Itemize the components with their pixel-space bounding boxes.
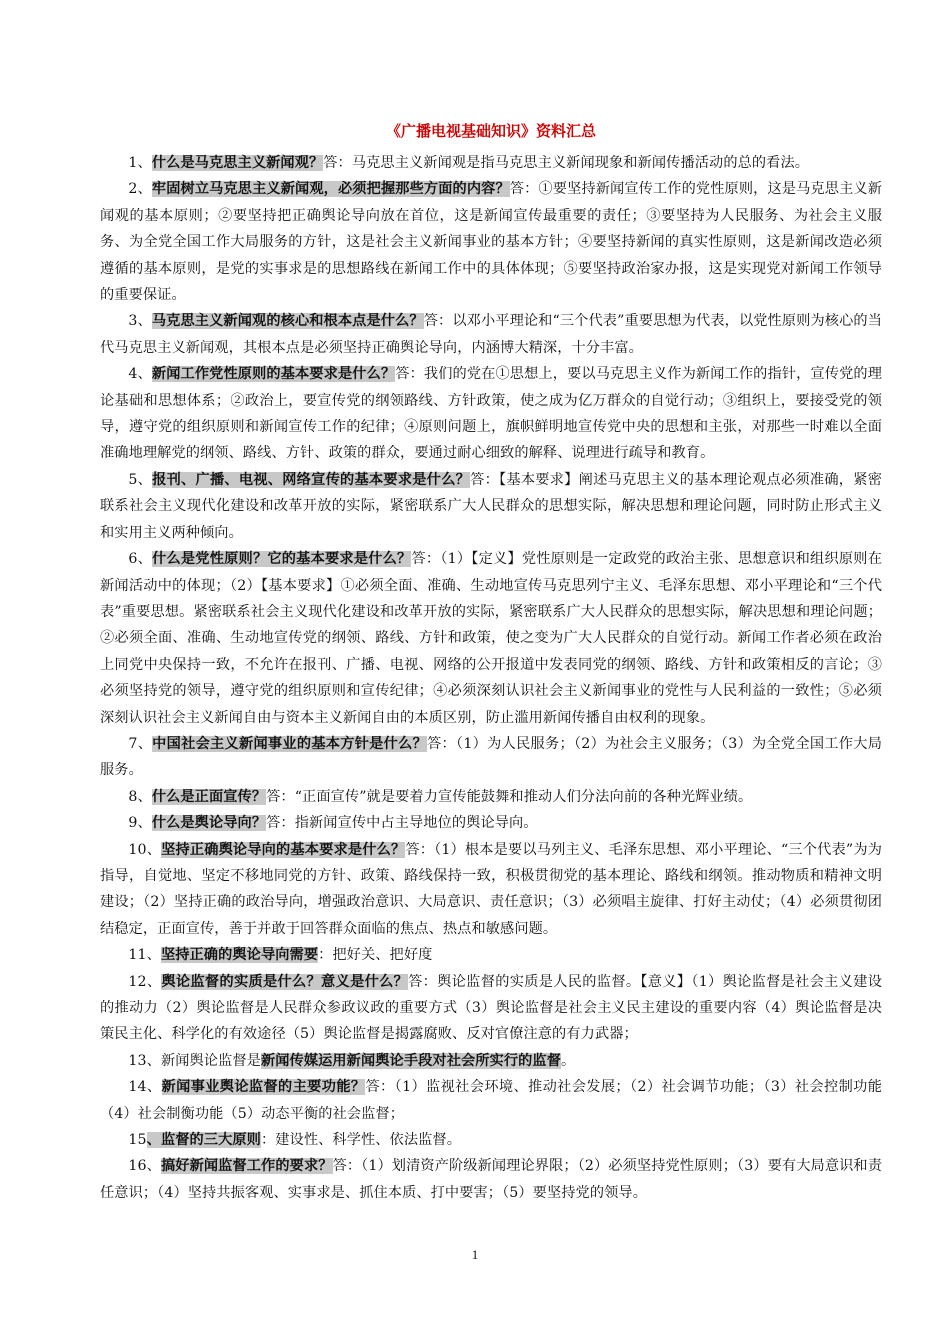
answer-text: 答：①要坚持新闻宣传工作的党性原则，这是马克思主义新闻观的基本原则；②要坚持把正确舆论导向放在首位，这是新闻宣传最重要的责任；③要坚持为人民服务、为社会主义服务、为全党全国工作大局服务的方针，这是社会主义新闻事业的基本方针；④要坚持新闻的真实性原则，这是新闻改造必须遵循的基本原则，是党的实事求是的思想路线在新闻工作中的具体体现；⑤要坚持政治家办报，这是实现党对新闻工作领导的重要保证。 bbox=[100, 181, 882, 304]
question-text: 报刊、广播、电视、网络宣传的基本要求是什么？ bbox=[152, 471, 471, 488]
answer-text: 答：（1）为人民服务；（2）为社会主义服务；（3）为全党全国工作大局服务。 bbox=[100, 735, 882, 779]
qa-item-10 bbox=[100, 837, 882, 943]
answer-text: 答：【基本要求】阐述马克思主义的基本理论观点必须准确，紧密联系社会主义现代化建设和改革开放的实际，紧密联系广大人民群众的思想实际，解决思想和理论问题，同时防止形式主义和实用主义两种倾向。 bbox=[100, 471, 882, 541]
question-text: 马克思主义新闻观的核心和根本点是什么？ bbox=[151, 313, 424, 330]
qa-item-12 bbox=[100, 969, 882, 1048]
item-number: 10、 bbox=[128, 841, 162, 858]
statement-prefix: 新闻舆论监督是 bbox=[160, 1052, 261, 1069]
qa-item-9 bbox=[100, 810, 882, 836]
question-text: 什么是舆论导向？ bbox=[151, 815, 267, 832]
qa-item-6 bbox=[100, 546, 882, 731]
question-text: 什么是马克思主义新闻观？ bbox=[151, 155, 324, 171]
item-number: 8、 bbox=[128, 788, 152, 805]
item-number: 9、 bbox=[128, 815, 152, 832]
answer-text: 答：（1）划清资产阶级新闻理论界限；（2）必须坚持党性原则；（3）要有大局意识和责任意识；（4）坚持共振客观、实事求是、抓住本质、打中要害；（5）要坚持党的领导。 bbox=[100, 1158, 883, 1201]
question-text: 、监督的三大原则 bbox=[146, 1132, 261, 1149]
qa-item-15 bbox=[100, 1127, 882, 1153]
qa-item-2 bbox=[100, 176, 882, 308]
item-number: 4、 bbox=[128, 366, 152, 383]
item-number: 2、 bbox=[128, 181, 152, 198]
answer-text: 答：（1）【定义】党性原则是一定政党的政治主张、思想意识和组织原则在新闻活动中的体现；（2）【基本要求】①必须全面、准确、生动地宣传马克思列宁主义、毛泽东思想、邓小平理论和“三个代表”重要思想。紧密联系社会主义现代化建设和改革开放的实际，紧密联系广大人民群众的思想实际，解决思想和理论问题；②必须全面、准确、生动地宣传党的纲领、路线、方针和政策，使之变为广大人民群众的自觉行动。新闻工作者必须在政治上同党中央保持一致，不允许在报刊、广播、电视、网络的公开报道中发表同党的纲领、路线、方针和政策相反的言论；③必须坚持党的领导，遵守党的组织原则和宣传纪律；④必须深刻认识社会主义新闻事业的党性与人民利益的一致性；⑤必须深刻认识社会主义新闻自由与资本主义新闻自由的本质区别，防止滥用新闻传播自由权利的现象。 bbox=[100, 551, 882, 726]
statement-highlight: 新闻传媒运用新闻舆论手段对社会所实行的监督 bbox=[260, 1052, 561, 1069]
qa-item-16 bbox=[100, 1153, 882, 1206]
item-number: 16、 bbox=[128, 1158, 161, 1175]
qa-item-4 bbox=[100, 361, 882, 467]
item-number: 3、 bbox=[128, 313, 152, 330]
item-number: 15 bbox=[128, 1132, 147, 1149]
answer-text: 答：以邓小平理论和“三个代表”重要思想为代表，以党性原则为核心的当代马克思主义新闻观，其根本点是必须坚持正确舆论导向，内涵博大精深，十分丰富。 bbox=[100, 313, 882, 356]
page-number: 1 bbox=[471, 1247, 479, 1262]
item-number: 5、 bbox=[128, 471, 153, 488]
answer-text: 答：指新闻宣传中占主导地位的舆论导向。 bbox=[266, 815, 538, 832]
item-number: 7、 bbox=[128, 735, 153, 752]
question-text: 中国社会主义新闻事业的基本方针是什么？ bbox=[152, 735, 428, 752]
answer-text: 答：（1）根本是要以马列主义、毛泽东思想、邓小平理论、“三个代表”为为指导，自觉地、坚定不移地同党的方针、政策、路线保持一致，积极贯彻党的基本理论、路线和纲领。推动物质和精神文明建设；（2）坚持正确的政治导向，增强政治意识、大局意识、责任意识；（3）必须唱主旋律、打好主动仗；（4）必须贯彻团结稳定，正面宣传，善于并敢于回答群众面临的焦点、热点和敏感问题。 bbox=[100, 841, 882, 937]
item-number: 6、 bbox=[128, 551, 153, 568]
document-body bbox=[100, 120, 882, 1206]
qa-item-14 bbox=[100, 1074, 882, 1127]
item-number: 13、 bbox=[128, 1052, 161, 1069]
answer-text: 答：舆论监督的实质是人民的监督。【意义】（1）舆论监督是社会主义建设的推动力（2）舆论监督是人民群众参政议政的重要方式（3）舆论监督是社会主义民主建设的重要内容（4）舆论监督是决策民主化、科学化的有效途径（5）舆论监督是揭露腐败、反对官僚注意的有力武器； bbox=[100, 973, 882, 1043]
item-number: 1、 bbox=[128, 155, 152, 171]
item-number: 14、 bbox=[128, 1079, 162, 1096]
question-text: 坚持正确舆论导向的基本要求是什么？ bbox=[161, 841, 406, 858]
item-number: 11、 bbox=[128, 947, 161, 964]
qa-item-1 bbox=[100, 150, 882, 176]
answer-text: ：建设性、科学性、依法监督。 bbox=[260, 1132, 461, 1149]
qa-item-3 bbox=[100, 308, 882, 361]
question-text: 坚持正确的舆论导向需要 bbox=[160, 947, 319, 964]
answer-text: 答：我们的党在①思想上，要以马克思主义作为新闻工作的指针，宣传党的理论基础和思想体系；②政治上，要宣传党的纲领路线、方针政策，使之成为亿万群众的自觉行动；③组织上，要接受党的领导，遵守党的组织原则和新闻宣传工作的纪律；④原则问题上，旗帜鲜明地宣传党中央的思想和主张，对那些一时难以全面准确地理解党的纲领、路线、方针、政策的群众，要通过耐心细致的解释、说理进行疏导和教育。 bbox=[100, 366, 883, 462]
question-text: 什么是党性原则？它的基本要求是什么？ bbox=[152, 551, 412, 568]
qa-item-8 bbox=[100, 784, 882, 810]
question-text: 搞好新闻监督工作的要求？ bbox=[160, 1158, 333, 1175]
qa-item-13 bbox=[100, 1048, 882, 1074]
question-text: 牢固树立马克思主义新闻观，必须把握那些方面的内容？ bbox=[151, 181, 510, 198]
answer-text: ：把好关、把好度 bbox=[318, 947, 433, 964]
document-title: 《广播电视基础知识》资料汇总 bbox=[385, 122, 596, 140]
answer-text: 答：马克思主义新闻观是指马克思主义新闻现象和新闻传播活动的总的看法。 bbox=[323, 155, 810, 171]
question-text: 舆论监督的实质是什么？意义是什么？ bbox=[161, 973, 409, 990]
question-text: 新闻工作党性原则的基本要求是什么？ bbox=[151, 366, 396, 383]
answer-text: 答：（1）监视社会环境、推动社会发展；（2）社会调节功能；（3）社会控制功能（4）社会制衡功能（5）动态平衡的社会监督； bbox=[100, 1079, 882, 1122]
statement-suffix: 。 bbox=[561, 1052, 576, 1069]
question-text: 什么是正面宣传？ bbox=[151, 788, 267, 805]
item-number: 12、 bbox=[128, 973, 162, 990]
qa-item-7 bbox=[100, 731, 882, 784]
qa-item-11 bbox=[100, 942, 882, 968]
question-text: 新闻事业舆论监督的主要功能？ bbox=[161, 1079, 366, 1096]
qa-item-5 bbox=[100, 467, 882, 546]
answer-text: 答：“正面宣传”就是要着力宣传能鼓舞和推动人们分法向前的各种光辉业绩。 bbox=[266, 788, 753, 805]
